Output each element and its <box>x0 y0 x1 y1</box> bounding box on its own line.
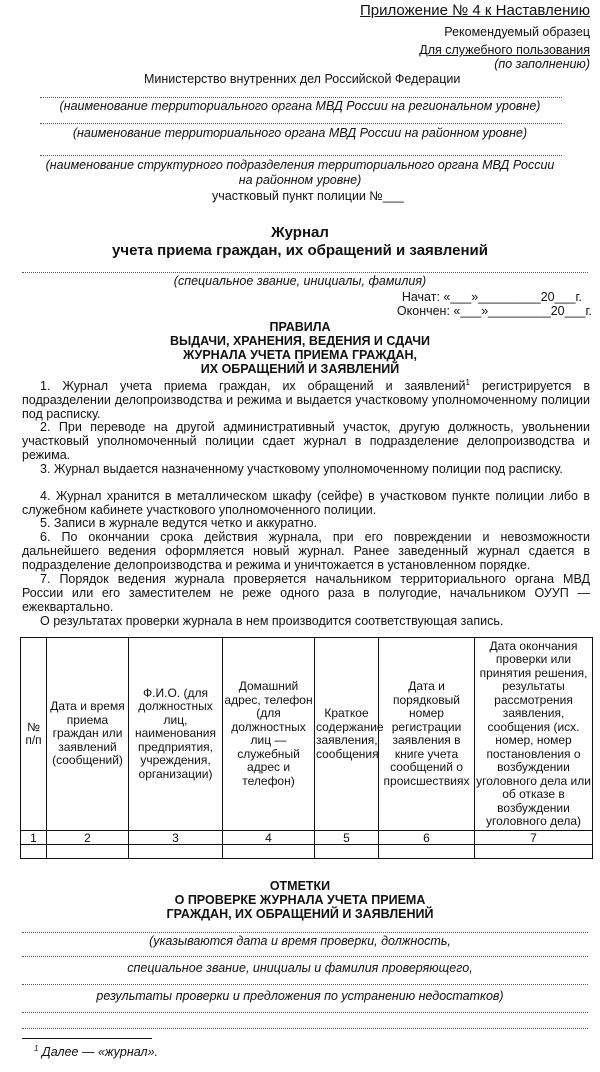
marks-heading-3: ГРАЖДАН, ИХ ОБРАЩЕНИЙ И ЗАЯВЛЕНИЙ <box>166 907 434 921</box>
marks-line-4 <box>22 1012 588 1013</box>
rule-paragraph-8: О результатах проверки журнала в нем производится соответствующая запись. <box>40 614 504 628</box>
footnote-text: Далее — «журнал». <box>38 1045 158 1059</box>
rules-heading-2: ВЫДАЧИ, ХРАНЕНИЯ, ВЕДЕНИЯ И СДАЧИ <box>169 334 430 348</box>
rule-paragraph-6: 6. По окончании срока действия журнала, при его повреждении и невозможности дальнейшего ведения оформляется новый журнал. Ранее заведенный журнал сдается в подразделение делопроизводства и режима и уничтожается в установленном порядке. <box>22 530 590 572</box>
when-filled-label: (по заполнению) <box>494 57 590 71</box>
column-number-3: 3 <box>129 831 223 845</box>
subdivision-caption-2: на районном уровне) <box>238 173 362 187</box>
journal-title: Журнал <box>271 224 329 241</box>
table-row <box>21 845 593 859</box>
regional-line <box>40 97 562 98</box>
column-header-name: Ф.И.О. (для должностных лиц, наименования предприятия, учреждения, организации) <box>129 638 223 831</box>
footnote-separator <box>22 1038 152 1039</box>
marks-line-3 <box>22 984 588 985</box>
column-number-4: 4 <box>223 831 315 845</box>
journal-table <box>20 637 593 859</box>
column-header-summary: Краткое содержание заявления, сообщения <box>315 638 379 831</box>
marks-line-1 <box>22 932 588 933</box>
rule-paragraph-5: 5. Записи в журнале ведутся четко и аккуратно. <box>40 516 317 530</box>
started-field: Начат: «___»_________20___г. <box>401 290 582 304</box>
column-number-2: 2 <box>47 831 129 845</box>
officer-caption: (специальное звание, инициалы, фамилия) <box>173 274 427 288</box>
ministry-label: Министерство внутренних дел Российской Федерации <box>144 72 461 86</box>
restricted-label: Для служебного пользования <box>419 43 590 57</box>
journal-subtitle: учета приема граждан, их обращений и заявлений <box>112 242 488 259</box>
marks-caption-3: результаты проверки и предложения по устранению недостатков) <box>96 989 504 1003</box>
marks-caption-1: (указываются дата и время проверки, должность, <box>149 934 451 948</box>
rules-heading-1: ПРАВИЛА <box>269 320 331 334</box>
rule-paragraph-7: 7. Порядок ведения журнала проверяется начальником территориального органа МВД России или его заместителем не реже одного раза в полугодие, начальником ОУУП — ежеквартально. <box>22 572 590 614</box>
column-number-7: 7 <box>475 831 593 845</box>
column-header-registration: Дата и порядковый номер регистрации заявления в книге учета сообщений о происшествиях <box>379 638 475 831</box>
column-number-1: 1 <box>21 831 47 845</box>
appendix-label: Приложение № 4 к Наставлению <box>360 2 590 19</box>
ended-field: Окончен: «___»_________20___г. <box>396 304 592 318</box>
column-header-address: Домашний адрес, телефон (для должностных лиц — служебный адрес и телефон) <box>223 638 315 831</box>
marks-line-2 <box>22 956 588 957</box>
marks-line-5 <box>22 1028 588 1029</box>
rule-paragraph-2: 2. При переводе на другой административный участок, другую должность, увольнении участковый уполномоченный полиции сдает журнал в подразделение делопроизводства и режима. <box>22 420 590 462</box>
rules-heading-4: ИХ ОБРАЩЕНИЙ И ЗАЯВЛЕНИЙ <box>200 362 400 376</box>
column-header-result: Дата окончания проверки или принятия решения, результаты рассмотрения заявления, сообщения (исх. номер, номер постановления о возбуждении уголовного дела или об отказе в возбуждении уголовного дела) <box>475 638 593 831</box>
rule-paragraph-4: 4. Журнал хранится в металлическом шкафу (сейфе) в участковом пункте полиции либо в служебном кабинете участкового уполномоченного полиции. <box>22 489 590 517</box>
marks-caption-2: специальное звание, инициалы и фамилия проверяющего, <box>127 961 473 975</box>
marks-heading-2: О ПРОВЕРКЕ ЖУРНАЛА УЧЕТА ПРИЕМА <box>174 893 426 907</box>
regional-caption: (наименование территориального органа МВД России на региональном уровне) <box>59 99 541 113</box>
officer-line <box>22 272 588 273</box>
marks-heading-1: ОТМЕТКИ <box>269 879 331 893</box>
rule-paragraph-3: 3. Журнал выдается назначенному участковому уполномоченному полиции под расписку. <box>40 462 563 476</box>
footnote <box>34 1045 158 1059</box>
column-number-5: 5 <box>315 831 379 845</box>
column-number-6: 6 <box>379 831 475 845</box>
footnote-reference: 1 <box>465 377 470 387</box>
column-header-number: № п/п <box>21 638 47 831</box>
footnote-mark: 1 <box>34 1043 39 1053</box>
district-caption: (наименование территориального органа МВД России на районном уровне) <box>72 126 528 140</box>
police-point-label: участковый пункт полиции №___ <box>212 189 404 203</box>
column-header-date: Дата и время приема граждан или заявлений (сообщений) <box>47 638 129 831</box>
rule-paragraph-1: 1. Журнал учета приема граждан, их обращений и заявлений$^1$ регистрируется в подразделении делопроизводства и режима и выдается участковому уполномоченному полиции под расписку. <box>22 377 590 421</box>
subdivision-caption-1: (наименование структурного подразделения территориального органа МВД России <box>45 158 555 172</box>
rules-heading-3: ЖУРНАЛА УЧЕТА ПРИЕМА ГРАЖДАН, <box>182 348 418 362</box>
district-line <box>40 123 562 124</box>
subdivision-line <box>40 155 562 156</box>
recommended-label: Рекомендуемый образец <box>444 25 590 39</box>
